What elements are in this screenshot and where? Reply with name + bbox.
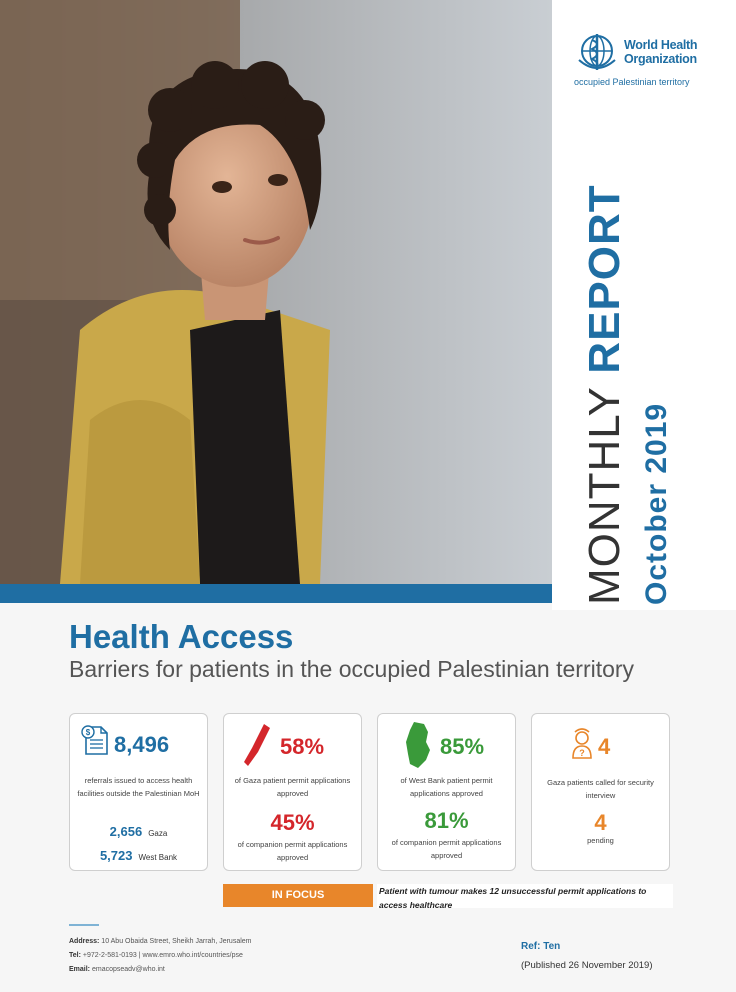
gaza-permits-caption: of Gaza patient permit applications approved	[234, 776, 351, 798]
referrals-gaza-value: 2,656	[109, 824, 143, 839]
cover-photo	[0, 0, 552, 584]
gaza-companion-approved: 45%	[270, 810, 315, 835]
westbank-companion-approved: 81%	[424, 808, 469, 833]
who-name-line1: World Health	[624, 38, 698, 52]
referrals-caption: referrals issued to access health facilities outside the Palestinian MoH	[77, 776, 200, 798]
referral-document-icon	[81, 724, 109, 756]
report-date: October 2019	[640, 402, 673, 605]
page-subtitle: Barriers for patients in the occupied Palestinian territory	[69, 656, 635, 682]
westbank-map-icon	[404, 720, 432, 770]
westbank-companion-caption: of companion permit applications approved	[391, 838, 502, 860]
footer-contact	[69, 952, 243, 959]
report-title-report: REPORT	[580, 184, 629, 374]
security-interview-count: 4	[598, 734, 611, 759]
westbank-permits-caption: of West Bank patient permit applications approved	[400, 776, 493, 798]
referrals-gaza-row	[70, 824, 207, 839]
person-question-icon	[570, 726, 594, 760]
report-title	[582, 184, 628, 605]
svg-text:$: $	[85, 728, 91, 737]
footer-tel-label: Tel:	[69, 952, 81, 959]
footer-tel-value[interactable]: +972-2-581-0193 | www.emro.who.int/countries/pse	[82, 952, 243, 959]
child-photo-illustration	[0, 0, 552, 584]
report-title-monthly: MONTHLY	[580, 386, 629, 605]
footer-email-label: Email:	[69, 966, 91, 973]
stat-card-gaza-permits	[223, 713, 362, 871]
stat-card-westbank-permits	[377, 713, 516, 871]
footer-email-value[interactable]: emacopseadv@who.int	[91, 966, 165, 973]
footer-divider	[69, 924, 99, 926]
footer-address	[69, 938, 252, 945]
gaza-map-icon	[242, 722, 272, 768]
westbank-permits-approved: 85%	[440, 734, 485, 759]
gaza-permits-approved: 58%	[280, 734, 325, 759]
who-emblem-icon	[574, 30, 620, 76]
report-reference: Ref: Ten	[521, 941, 561, 952]
referrals-westbank-row	[70, 848, 207, 863]
security-interview-caption: Gaza patients called for security interview	[547, 778, 654, 800]
stat-card-referrals	[69, 713, 208, 871]
referrals-westbank-value: 5,723	[99, 848, 133, 863]
who-name	[624, 38, 697, 66]
publication-date: (Published 26 November 2019)	[521, 960, 653, 971]
photo-accent-bar	[0, 584, 552, 603]
referrals-westbank-label: West Bank	[138, 853, 178, 862]
svg-text:?: ?	[579, 748, 585, 758]
in-focus-badge: IN FOCUS	[223, 884, 373, 907]
footer-email	[69, 966, 165, 973]
in-focus-story-link[interactable]: Patient with tumour makes 12 unsuccessful permit applications to access healthcare	[377, 884, 673, 908]
who-logo	[574, 30, 724, 90]
who-name-line2: Organization	[624, 52, 697, 66]
footer-address-label: Address:	[69, 938, 100, 945]
referrals-gaza-label: Gaza	[148, 829, 168, 838]
who-region: occupied Palestinian territory	[574, 77, 690, 87]
footer-address-value: 10 Abu Obaida Street, Sheikh Jarrah, Jerusalem	[101, 938, 252, 945]
security-pending-label: pending	[587, 836, 614, 845]
referrals-total: 8,496	[114, 732, 170, 757]
gaza-companion-caption: of companion permit applications approved	[237, 840, 348, 862]
stat-card-security-interview	[531, 713, 670, 871]
page-title: Health Access	[69, 618, 294, 655]
security-pending-count: 4	[594, 810, 607, 835]
